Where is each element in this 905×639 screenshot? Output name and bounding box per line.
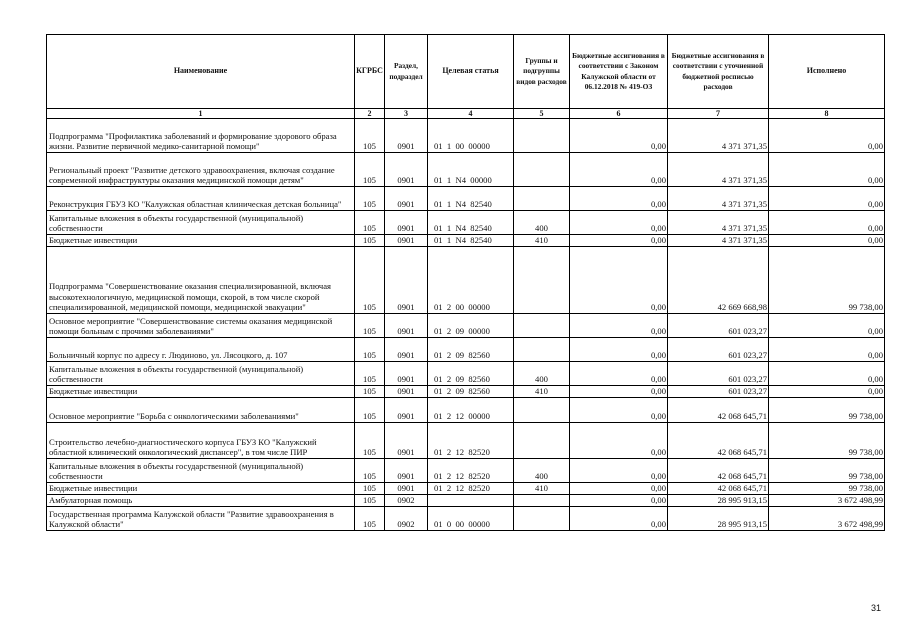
- row-kgrbs: 105: [355, 314, 385, 338]
- row-name: Бюджетные инвестиции: [47, 235, 355, 247]
- row-section: 0901: [385, 362, 428, 386]
- row-target: 01 1 N4 82540: [428, 211, 514, 235]
- row-section: 0901: [385, 119, 428, 153]
- row-executed: 0,00: [769, 119, 885, 153]
- row-group: 400: [514, 362, 570, 386]
- row-refined: 4 371 371,35: [668, 119, 769, 153]
- row-target: 01 1 N4 00000: [428, 153, 514, 187]
- row-executed: 0,00: [769, 211, 885, 235]
- row-name: Реконструкция ГБУЗ КО "Калужская областная клиническая детская больница": [47, 187, 355, 211]
- row-law: 0,00: [570, 495, 668, 507]
- row-refined: 4 371 371,35: [668, 153, 769, 187]
- table-row: [47, 459, 885, 483]
- row-name: Региональный проект "Развитие детского здравоохранения, включая создание современной инфраструктуры оказания медицинской помощи детям": [47, 153, 355, 187]
- row-refined: 28 995 913,15: [668, 495, 769, 507]
- row-name: Подпрограмма "Совершенствование оказания специализированной, включая высокотехнологичную, медицинской помощи, скорой, в том числе скорой специализированной, медицинской помощи, медицинской эвакуации": [47, 247, 355, 314]
- row-refined: 4 371 371,35: [668, 211, 769, 235]
- table-row: [47, 235, 885, 247]
- row-target: 01 2 09 82560: [428, 386, 514, 398]
- table-row: [47, 507, 885, 531]
- row-name: Амбулаторная помощь: [47, 495, 355, 507]
- row-law: 0,00: [570, 386, 668, 398]
- row-law: 0,00: [570, 119, 668, 153]
- row-section: 0901: [385, 314, 428, 338]
- row-name: Государственная программа Калужской области "Развитие здравоохранения в Калужской области": [47, 507, 355, 531]
- row-group: 410: [514, 235, 570, 247]
- row-executed: 99 738,00: [769, 483, 885, 495]
- row-refined: 42 068 645,71: [668, 423, 769, 459]
- row-section: 0901: [385, 211, 428, 235]
- column-number: 4: [428, 109, 514, 119]
- table-row: [47, 314, 885, 338]
- row-kgrbs: 105: [355, 483, 385, 495]
- header-name: Наименование: [47, 35, 355, 109]
- row-kgrbs: 105: [355, 119, 385, 153]
- row-name: Капитальные вложения в объекты государственной (муниципальной) собственности: [47, 211, 355, 235]
- row-refined: 601 023,27: [668, 338, 769, 362]
- row-law: 0,00: [570, 362, 668, 386]
- table-row: [47, 423, 885, 459]
- row-executed: 99 738,00: [769, 423, 885, 459]
- column-number: 8: [769, 109, 885, 119]
- row-section: 0901: [385, 187, 428, 211]
- row-kgrbs: 105: [355, 398, 385, 423]
- row-law: 0,00: [570, 211, 668, 235]
- row-executed: 0,00: [769, 235, 885, 247]
- table-row: [47, 211, 885, 235]
- row-law: 0,00: [570, 483, 668, 495]
- table-row: [47, 338, 885, 362]
- row-kgrbs: 105: [355, 247, 385, 314]
- row-refined: 601 023,27: [668, 362, 769, 386]
- row-group: 400: [514, 211, 570, 235]
- row-kgrbs: 105: [355, 386, 385, 398]
- row-executed: 3 672 498,99: [769, 495, 885, 507]
- row-executed: 0,00: [769, 314, 885, 338]
- row-refined: 4 371 371,35: [668, 187, 769, 211]
- row-target: 01 0 00 00000: [428, 507, 514, 531]
- row-name: Подпрограмма "Профилактика заболеваний и формирование здорового образа жизни. Развитие первичной медико-санитарной помощи": [47, 119, 355, 153]
- row-section: 0901: [385, 483, 428, 495]
- row-executed: 3 672 498,99: [769, 507, 885, 531]
- row-refined: 42 669 668,98: [668, 247, 769, 314]
- table-row: [47, 119, 885, 153]
- row-name: Бюджетные инвестиции: [47, 483, 355, 495]
- row-section: 0901: [385, 153, 428, 187]
- table-row: [47, 495, 885, 507]
- row-name: Строительство лечебно-диагностического корпуса ГБУЗ КО "Калужский областной клинический онкологический диспансер", в том числе ПИР: [47, 423, 355, 459]
- row-target: 01 2 09 82560: [428, 338, 514, 362]
- column-number: 7: [668, 109, 769, 119]
- row-section: 0901: [385, 386, 428, 398]
- row-target: 01 2 09 82560: [428, 362, 514, 386]
- row-section: 0902: [385, 507, 428, 531]
- row-law: 0,00: [570, 398, 668, 423]
- table-row: [47, 362, 885, 386]
- row-section: 0902: [385, 495, 428, 507]
- row-name: Капитальные вложения в объекты государственной (муниципальной) собственности: [47, 459, 355, 483]
- row-target: [428, 495, 514, 507]
- row-group: 410: [514, 386, 570, 398]
- row-executed: 0,00: [769, 362, 885, 386]
- row-group: [514, 314, 570, 338]
- header-executed: Исполнено: [769, 35, 885, 109]
- row-refined: 42 068 645,71: [668, 483, 769, 495]
- row-group: [514, 495, 570, 507]
- row-executed: 0,00: [769, 338, 885, 362]
- row-name: Основное мероприятие "Борьба с онкологическими заболеваниями": [47, 398, 355, 423]
- table-row: [47, 483, 885, 495]
- page-number: 31: [871, 603, 882, 613]
- row-section: 0901: [385, 235, 428, 247]
- row-name: Бюджетные инвестиции: [47, 386, 355, 398]
- row-target: 01 2 12 82520: [428, 459, 514, 483]
- row-section: 0901: [385, 423, 428, 459]
- column-number: 2: [355, 109, 385, 119]
- row-law: 0,00: [570, 423, 668, 459]
- row-section: 0901: [385, 459, 428, 483]
- row-target: 01 2 12 82520: [428, 483, 514, 495]
- row-law: 0,00: [570, 247, 668, 314]
- row-target: 01 2 09 00000: [428, 314, 514, 338]
- row-refined: 4 371 371,35: [668, 235, 769, 247]
- header-refined-allocations: Бюджетные ассигнования в соответствии с уточненной бюджетной росписью расходов: [668, 35, 769, 109]
- header-groups: Группы и подгруппы видов расходов: [514, 35, 570, 109]
- row-kgrbs: 105: [355, 338, 385, 362]
- column-number: 3: [385, 109, 428, 119]
- row-section: 0901: [385, 247, 428, 314]
- column-number-row: [47, 109, 885, 119]
- row-group: [514, 338, 570, 362]
- row-refined: 601 023,27: [668, 314, 769, 338]
- header-row: [47, 35, 885, 109]
- header-target: Целевая статья: [428, 35, 514, 109]
- row-target: 01 1 00 00000: [428, 119, 514, 153]
- row-section: 0901: [385, 398, 428, 423]
- row-kgrbs: 105: [355, 235, 385, 247]
- row-law: 0,00: [570, 314, 668, 338]
- row-group: 410: [514, 483, 570, 495]
- row-target: 01 1 N4 82540: [428, 187, 514, 211]
- row-kgrbs: 105: [355, 211, 385, 235]
- row-law: 0,00: [570, 187, 668, 211]
- row-refined: 42 068 645,71: [668, 459, 769, 483]
- row-kgrbs: 105: [355, 423, 385, 459]
- row-group: [514, 119, 570, 153]
- row-kgrbs: 105: [355, 507, 385, 531]
- row-group: [514, 187, 570, 211]
- row-law: 0,00: [570, 153, 668, 187]
- row-kgrbs: 105: [355, 362, 385, 386]
- row-refined: 601 023,27: [668, 386, 769, 398]
- row-kgrbs: 105: [355, 495, 385, 507]
- row-name: Капитальные вложения в объекты государственной (муниципальной) собственности: [47, 362, 355, 386]
- header-kgrbs: КГРБС: [355, 35, 385, 109]
- row-kgrbs: 105: [355, 153, 385, 187]
- row-executed: 0,00: [769, 187, 885, 211]
- table-row: [47, 153, 885, 187]
- row-target: 01 2 12 82520: [428, 423, 514, 459]
- row-refined: 28 995 913,15: [668, 507, 769, 531]
- row-law: 0,00: [570, 235, 668, 247]
- row-group: [514, 423, 570, 459]
- column-number: 6: [570, 109, 668, 119]
- column-number: 5: [514, 109, 570, 119]
- row-target: 01 2 12 00000: [428, 398, 514, 423]
- row-group: 400: [514, 459, 570, 483]
- row-target: 01 1 N4 82540: [428, 235, 514, 247]
- row-group: [514, 398, 570, 423]
- row-kgrbs: 105: [355, 187, 385, 211]
- row-group: [514, 507, 570, 531]
- row-executed: 0,00: [769, 153, 885, 187]
- row-law: 0,00: [570, 507, 668, 531]
- row-section: 0901: [385, 338, 428, 362]
- row-law: 0,00: [570, 459, 668, 483]
- table-row: [47, 247, 885, 314]
- table-row: [47, 187, 885, 211]
- row-law: 0,00: [570, 338, 668, 362]
- row-group: [514, 153, 570, 187]
- row-executed: 0,00: [769, 386, 885, 398]
- budget-table: [46, 34, 885, 531]
- row-name: Больничный корпус по адресу г. Людиново, ул. Лясоцкого, д. 107: [47, 338, 355, 362]
- row-executed: 99 738,00: [769, 247, 885, 314]
- row-kgrbs: 105: [355, 459, 385, 483]
- row-executed: 99 738,00: [769, 398, 885, 423]
- row-refined: 42 068 645,71: [668, 398, 769, 423]
- header-law-allocations: Бюджетные ассигнования в соответствии с Законом Калужской области от 06.12.2018 № 419-ОЗ: [570, 35, 668, 109]
- row-group: [514, 247, 570, 314]
- header-section: Раздел, подраздел: [385, 35, 428, 109]
- row-executed: 99 738,00: [769, 459, 885, 483]
- column-number: 1: [47, 109, 355, 119]
- table-row: [47, 398, 885, 423]
- row-name: Основное мероприятие "Совершенствование системы оказания медицинской помощи больным с прочими заболеваниями": [47, 314, 355, 338]
- row-target: 01 2 00 00000: [428, 247, 514, 314]
- table-row: [47, 386, 885, 398]
